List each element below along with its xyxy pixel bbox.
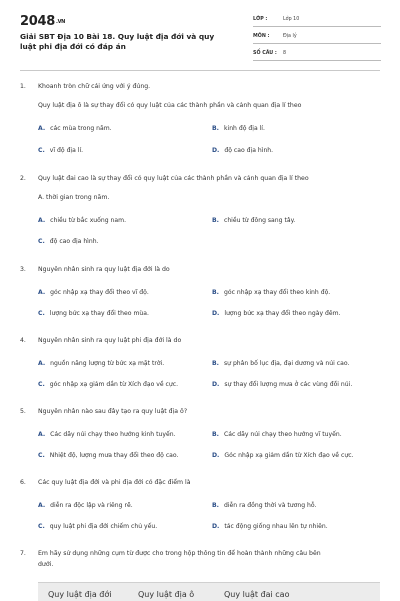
option-c[interactable]: C. lượng bức xạ thay đổi theo mùa. (38, 310, 149, 317)
question-number: 2. (20, 175, 26, 182)
document-title: Giải SBT Địa 10 Bài 18. Quy luật địa đới và quy luật phi địa đới có đáp án (20, 32, 215, 51)
question-number: 4. (20, 337, 26, 344)
question-number: 1. (20, 83, 26, 90)
question-stem: Em hãy sử dụng những cụm từ được cho trong hộp thông tin để hoàn thành những câu bên (38, 550, 321, 557)
option-d[interactable]: D. Góc nhập xạ giảm dần từ Xích đạo về cực. (212, 452, 354, 459)
question-stem-cont: dưới. (38, 561, 54, 568)
meta-lop-label: LỚP : (253, 17, 268, 22)
option-a[interactable]: A. chiều từ bắc xuống nam. (38, 217, 127, 224)
question-number: 7. (20, 550, 26, 557)
meta-box (253, 14, 381, 65)
question-prompt: Quy luật địa ô là sự thay đổi có quy luật của các thành phần và cảnh quan địa lí theo (38, 102, 302, 109)
meta-lop (253, 14, 381, 27)
meta-lop-value: Lớp 10 (283, 17, 300, 22)
option-a[interactable]: A. các mùa trong năm. (38, 125, 112, 132)
site-logo[interactable] (20, 14, 65, 29)
header-divider (20, 70, 380, 71)
table-header: Quy luật địa ô (138, 590, 195, 599)
option-c[interactable]: C. Nhiệt độ, lượng mưa thay đổi theo độ cao. (38, 452, 179, 459)
meta-mon-label: MÔN : (253, 34, 270, 39)
option-c[interactable]: C. góc nhập xạ giảm dần từ Xích đạo về cực. (38, 381, 179, 388)
option-a[interactable]: A. Các dãy núi chạy theo hướng kinh tuyến. (38, 431, 176, 438)
question-stem: Các quy luật địa đới và phi địa đới có đặc điểm là (38, 479, 191, 486)
option-b[interactable]: B. diễn ra đồng thời và tương hỗ. (212, 502, 317, 509)
question-number: 3. (20, 266, 26, 273)
option-b[interactable]: B. Các dãy núi chạy theo hướng vĩ tuyến. (212, 431, 342, 438)
question-number: 6. (20, 479, 26, 486)
option-b[interactable]: B. sự phân bố lục địa, đại dương và núi cao. (212, 360, 350, 367)
meta-socau-value: 8 (283, 51, 287, 56)
meta-socau-label: SỐ CÂU : (253, 51, 277, 56)
option-a[interactable]: A. diễn ra độc lập và riêng rẽ. (38, 502, 133, 509)
info-box-table (38, 582, 380, 601)
option-b[interactable]: B. chiều từ đông sang tây. (212, 217, 296, 224)
question-stem: Nguyên nhân sinh ra quy luật phi địa đới là do (38, 337, 182, 344)
logo-main: 2048 (20, 14, 55, 29)
document-header (0, 0, 400, 65)
question-number: 5. (20, 408, 26, 415)
option-a[interactable]: A. nguồn năng lượng từ bức xạ mặt trời. (38, 360, 165, 367)
option-d[interactable]: D. độ cao địa hình. (212, 147, 274, 154)
logo-sub: .VN (55, 18, 66, 25)
option-b[interactable]: B. góc nhập xạ thay đổi theo kinh độ. (212, 289, 331, 296)
option-c[interactable]: C. vĩ độ địa lí. (38, 147, 84, 154)
table-header: Quy luật đai cao (224, 590, 290, 599)
meta-socau (253, 48, 381, 61)
option-d[interactable]: D. lượng bức xạ thay đổi theo ngày đêm. (212, 310, 341, 317)
question-stem: Nguyên nhân nào sau đây tạo ra quy luật địa ô? (38, 408, 188, 415)
meta-mon-value: Địa lý (283, 34, 297, 39)
option-d[interactable]: D. sự thay đổi lượng mưa ở các vùng đồi núi. (212, 381, 353, 388)
option-a[interactable]: A. góc nhập xạ thay đổi theo vĩ độ. (38, 289, 149, 296)
table-header: Quy luật địa đới (48, 590, 112, 599)
option-b[interactable]: B. kinh độ địa lí. (212, 125, 265, 132)
meta-mon (253, 31, 381, 44)
option-c[interactable]: C. độ cao địa hình. (38, 238, 99, 245)
option-c[interactable]: C. quy luật phi địa đới chiếm chủ yếu. (38, 523, 158, 530)
question-stem: Nguyên nhân sinh ra quy luật địa đới là do (38, 266, 170, 273)
question-prompt: A. thời gian trong năm. (38, 194, 110, 201)
question-stem: Khoanh tròn chữ cái ứng với ý đúng. (38, 83, 151, 90)
option-d[interactable]: D. tác động giống nhau lên tự nhiên. (212, 523, 328, 530)
question-stem: Quy luật đai cao là sự thay đổi có quy luật của các thành phần và cảnh quan địa lí theo (38, 175, 309, 182)
